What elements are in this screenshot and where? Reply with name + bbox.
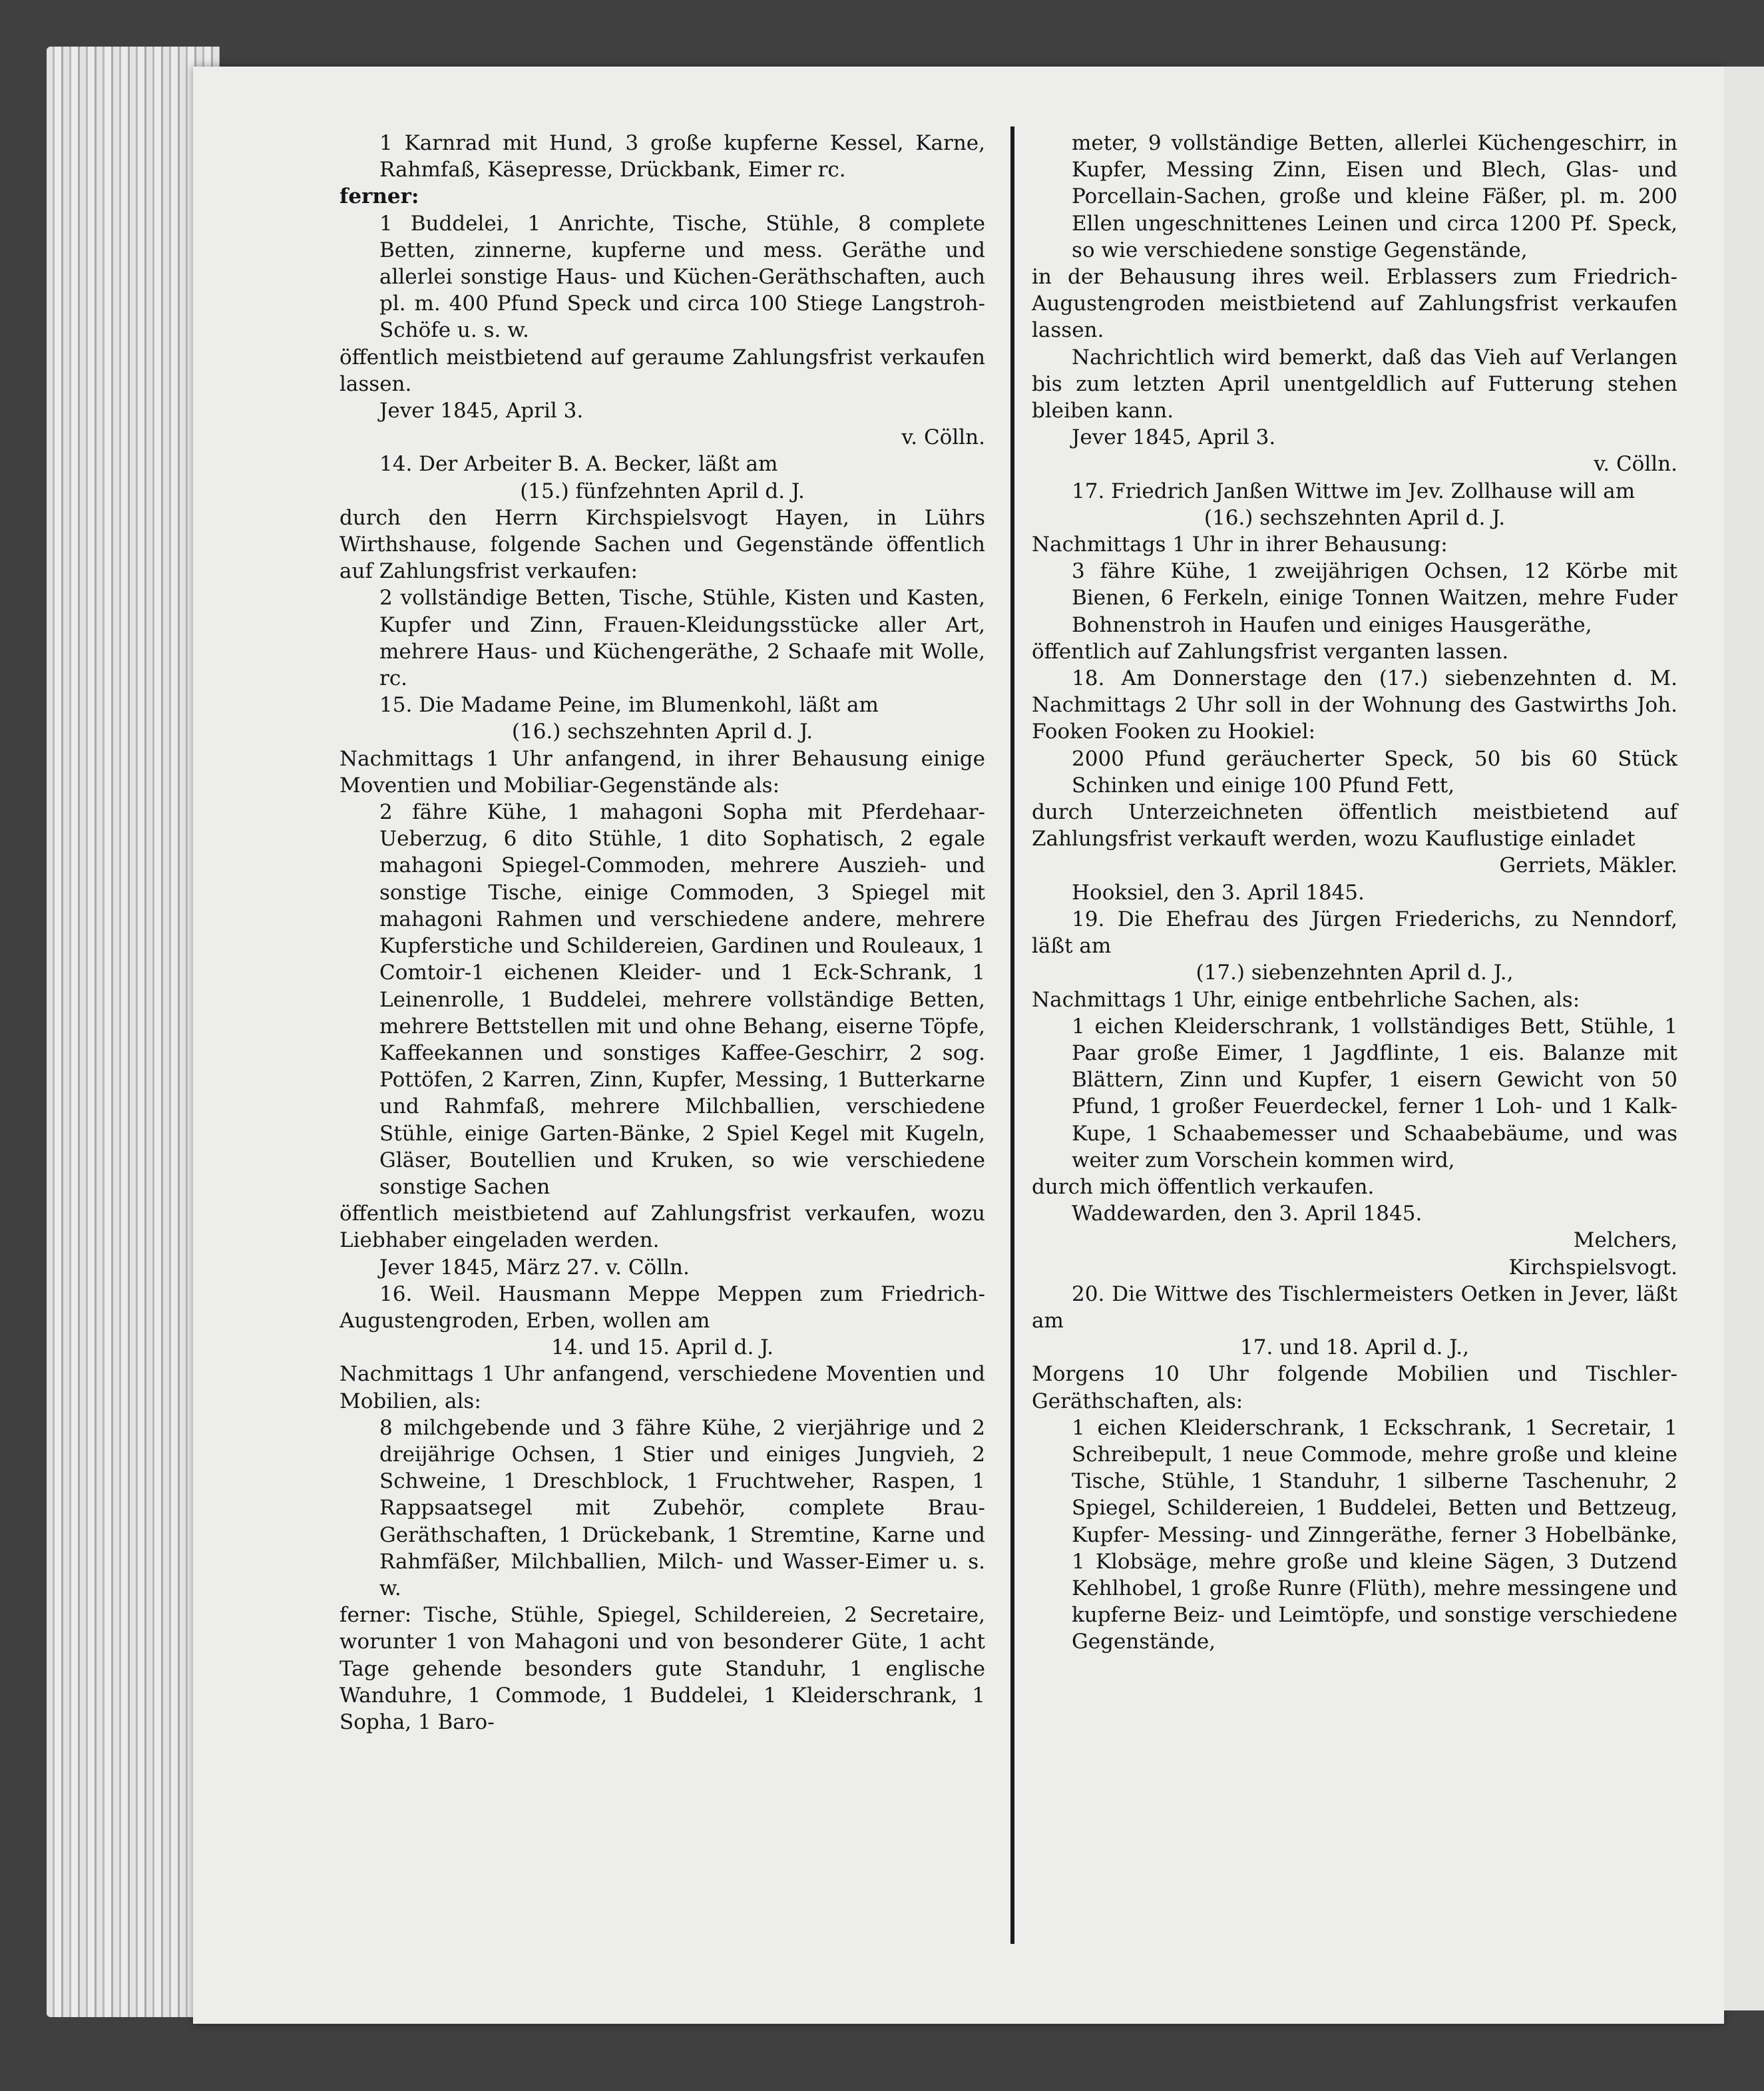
right-column-paragraph: Nachmittags 1 Uhr in ihrer Behausung:: [1032, 533, 1448, 557]
right-column-paragraph: Gerriets, Mäkler.: [1499, 853, 1677, 878]
left-column-paragraph: ferner:: [339, 184, 419, 209]
right-column-paragraph: durch Unterzeichneten öffentlich meistbietend auf Zahlungsfrist verkauft werden, wozu Kauflustige einladet: [1032, 800, 1677, 851]
left-column-paragraph: 1 Buddelei, 1 Anrichte, Tische, Stühle, 8 complete Betten, zinnerne, kupferne und mess. Geräthe und allerlei sonstige Haus- und Küchen-Geräthschaften, auch pl. m. 400 Pfund Speck und circa 100 Stiege Langstroh-Schöfe u. s. w.: [379, 211, 985, 343]
next-page-edge: [1724, 67, 1764, 2010]
right-column-paragraph: 17. und 18. April d. J.,: [1240, 1335, 1469, 1360]
left-column-paragraph: öffentlich meistbietend auf Zahlungsfrist verkaufen, wozu Liebhaber eingeladen werden.: [339, 1202, 985, 1253]
right-column-paragraph: Melchers,: [1573, 1228, 1677, 1253]
right-column-paragraph: 1 eichen Kleiderschrank, 1 vollständiges Bett, Stühle, 1 Paar große Eimer, 1 Jagdflinte, 1 eis. Balanze mit Blättern, Zinn und Kupfer, 1 eisern Gewicht von 50 Pfund, 1 großer Feuerdeckel, ferner 1 Loh- und 1 Kalk-Kupe, 1 Schaabemesser und Schaabebäume, und was weiter zum Vorschein kommen wird,: [1072, 1014, 1677, 1172]
right-column-paragraph: Jever 1845, April 3.: [1072, 425, 1276, 450]
left-column-paragraph: (16.) sechszehnten April d. J.: [511, 720, 813, 744]
right-column-paragraph: meter, 9 vollständige Betten, allerlei Küchengeschirr, in Kupfer, Messing Zinn, Eisen und Blech, Glas- und Porcellain-Sachen, große und kleine Fäßer, pl. m. 200 Ellen ungeschnittenes Leinen und circa 1200 Pf. Speck, so wie verschiedene sonstige Gegenstände,: [1072, 131, 1677, 262]
left-column-paragraph: v. Cölln.: [901, 425, 985, 450]
left-column-paragraph: 16. Weil. Hausmann Meppe Meppen zum Friedrich-Augustengroden, Erben, wollen am: [339, 1281, 985, 1333]
right-column-paragraph: 19. Die Ehefrau des Jürgen Friederichs, zu Nenndorf, läßt am: [1032, 907, 1677, 959]
right-column-paragraph: (16.) sechszehnten April d. J.: [1204, 505, 1506, 530]
column-divider: [1010, 126, 1014, 1944]
right-column-paragraph: v. Cölln.: [1594, 452, 1677, 477]
right-column-paragraph: Morgens 10 Uhr folgende Mobilien und Tischler-Geräthschaften, als:: [1032, 1362, 1677, 1413]
left-column-paragraph: 15. Die Madame Peine, im Blumenkohl, läßt am: [379, 693, 879, 718]
left-column-paragraph: Nachmittags 1 Uhr anfangend, in ihrer Behausung einige Moventien und Mobiliar-Gegenstände als:: [339, 746, 985, 798]
right-column-paragraph: Nachmittags 1 Uhr, einige entbehrliche Sachen, als:: [1032, 987, 1580, 1012]
left-column-paragraph: 8 milchgebende und 3 fähre Kühe, 2 vierjährige und 2 dreijährige Ochsen, 1 Stier und einiges Jungvieh, 2 Schweine, 1 Dreschblock, 1 Fruchtweher, Raspen, 1 Rappsaatsegel mit Zubehör, complete Brau-Geräthschaften, 1 Drückebank, 1 Stremtine, Karne und Rahmfäßer, Milchballien, Milch- und Wasser-Eimer u. s. w.: [379, 1415, 985, 1600]
left-column-paragraph: 2 fähre Kühe, 1 mahagoni Sopha mit Pferdehaar-Ueberzug, 6 dito Stühle, 1 dito Sophatisch, 2 egale mahagoni Spiegel-Commoden, mehrere Auszieh- und sonstige Tische, einige Commoden, 3 Spiegel mit mahagoni Rahmen und verschiedene andere, mehrere Kupferstiche und Schildereien, Gardinen und Rouleaux, 1 Comtoir-1 eichenen Kleider- und 1 Eck-Schrank, 1 Leinenrolle, 1 Buddelei, mehrere vollständige Betten, mehrere Bettstellen mit und ohne Behang, eiserne Töpfe, Kaffeekannen und sonstiges Kaffee-Geschirr, 2 sog. Pottöfen, 2 Karren, Zinn, Kupfer, Messing, 1 Butterkarne und Rahmfaß, mehrere Milchballien, verschiedene Stühle, einige Garten-Bänke, 2 Spiel Kegel mit Kugeln, Gläser, Boutellien und Kruken, so wie verschiedene sonstige Sachen: [379, 800, 985, 1199]
right-column-paragraph: 17. Friedrich Janßen Wittwe im Jev. Zollhause will am: [1072, 479, 1636, 503]
left-column-paragraph: durch den Herrn Kirchspielsvogt Hayen, in Lührs Wirthshause, folgende Sachen und Gegenstände öffentlich auf Zahlungsfrist verkaufen:: [339, 505, 985, 584]
left-column-paragraph: Jever 1845, April 3.: [379, 399, 584, 423]
left-column: [339, 130, 985, 1736]
right-column-paragraph: Hooksiel, den 3. April 1845.: [1072, 880, 1365, 905]
left-column-paragraph: ferner: Tische, Stühle, Spiegel, Schildereien, 2 Secretaire, worunter 1 von Mahagoni und von besonderer Güte, 1 acht Tage gehende besonders gute Standuhr, 1 englische Wanduhre, 1 Commode, 1 Buddelei, 1 Kleiderschrank, 1 Sopha, 1 Baro-: [339, 1603, 985, 1734]
right-column-paragraph: 20. Die Wittwe des Tischlermeisters Oetken in Jever, läßt am: [1032, 1281, 1677, 1333]
right-column-paragraph: 18. Am Donnerstage den (17.) siebenzehnten d. M. Nachmittags 2 Uhr soll in der Wohnung des Gastwirths Joh. Fooken Fooken zu Hookiel:: [1032, 666, 1677, 744]
left-column-paragraph: (15.) fünfzehnten April d. J.: [520, 479, 805, 503]
left-column-paragraph: 2 vollständige Betten, Tische, Stühle, Kisten und Kasten, Kupfer und Zinn, Frauen-Kleidungsstücke aller Art, mehrere Haus- und Küchengeräthe, 2 Schaafe mit Wolle, rc.: [379, 586, 985, 691]
left-column-paragraph: 14. und 15. April d. J.: [551, 1335, 774, 1360]
right-column-paragraph: durch mich öffentlich verkaufen.: [1032, 1174, 1375, 1199]
left-column-paragraph: öffentlich meistbietend auf geraume Zahlungsfrist verkaufen lassen.: [339, 345, 985, 396]
right-column-paragraph: öffentlich auf Zahlungsfrist verganten lassen.: [1032, 639, 1509, 664]
right-column-paragraph: (17.) siebenzehnten April d. J.,: [1196, 961, 1514, 985]
right-column-paragraph: Nachrichtlich wird bemerkt, daß das Vieh auf Verlangen bis zum letzten April unentgeldlich auf Futterung stehen bleiben kann.: [1032, 345, 1677, 423]
right-column-paragraph: Kirchspielsvogt.: [1508, 1255, 1677, 1279]
right-column-paragraph: 1 eichen Kleiderschrank, 1 Eckschrank, 1 Secretair, 1 Schreibepult, 1 neue Commode, mehre große und kleine Tische, Stühle, 1 Standuhr, 1 silberne Taschenuhr, 2 Spiegel, Schildereien, 1 Buddelei, Betten und Bettzeug, Kupfer- Messing- und Zinngeräthe, ferner 3 Hobelbänke, 1 Klobsäge, mehre große und kleine Sägen, 3 Dutzend Kehlhobel, 1 große Runre (Flüth), mehre messingene und kupferne Beiz- und Leimtöpfe, und sonstige verschiedene Gegenstände,: [1072, 1415, 1677, 1654]
left-column-paragraph: 1 Karnrad mit Hund, 3 große kupferne Kessel, Karne, Rahmfaß, Käsepresse, Drückbank, Eimer rc.: [379, 131, 985, 182]
left-column-paragraph: Jever 1845, März 27. v. Cölln.: [379, 1255, 690, 1279]
right-column: [1032, 130, 1677, 1656]
right-column-paragraph: Waddewarden, den 3. April 1845.: [1072, 1202, 1423, 1226]
left-column-paragraph: 14. Der Arbeiter B. A. Becker, läßt am: [379, 452, 778, 477]
left-column-paragraph: Nachmittags 1 Uhr anfangend, verschiedene Moventien und Mobilien, als:: [339, 1362, 985, 1413]
right-column-paragraph: in der Behausung ihres weil. Erblassers zum Friedrich-Augustengroden meistbietend auf Zahlungsfrist verkaufen lassen.: [1032, 265, 1677, 343]
right-column-paragraph: 3 fähre Kühe, 1 zweijährigen Ochsen, 12 Körbe mit Bienen, 6 Ferkeln, einige Tonnen Waitzen, mehre Fuder Bohnenstroh in Haufen und einiges Hausgeräthe,: [1072, 559, 1677, 637]
right-column-paragraph: 2000 Pfund geräucherter Speck, 50 bis 60 Stück Schinken und einige 100 Pfund Fett,: [1072, 746, 1677, 798]
